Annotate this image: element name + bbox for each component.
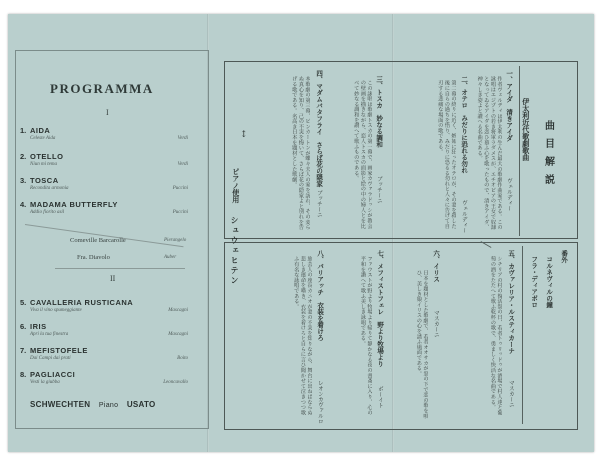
opera-title: IRIS	[30, 322, 47, 331]
section-7-composer: ボーイト	[376, 386, 383, 408]
opera-title: CAVALLERIA RUSTICANA	[30, 298, 134, 307]
section-6-title: 六、イリス	[432, 250, 441, 283]
column-rule	[519, 66, 520, 236]
program-item-4	[20, 200, 192, 220]
aria-title: Vesti la giubba	[30, 380, 60, 385]
section-6-body: 日本を題材とした歌劇で、若者オオサカが窓の下で恋の歌を唄ひ、美しき娘イリスの心を誘ふ場面である。	[415, 270, 428, 419]
aria-title: Apri la tua finestra	[30, 332, 69, 337]
section-3-title: 三、トスカ 妙なる調和	[375, 76, 384, 148]
aria-title: Niun mi tema	[30, 162, 57, 167]
opera-title: OTELLO	[30, 152, 64, 161]
composer: Mascagni	[168, 308, 188, 313]
composer: Verdi	[177, 162, 188, 167]
solo-composer: Auber	[164, 255, 177, 260]
section-6-composer: マスカーニ	[432, 310, 439, 338]
section-3-body: この詠唱は歌劇トスカの第一幕で、画家カヴァラドッシが教会の壁画を描きながら、恋人トスカの面影と絵の中の婦人とを比べて妙なる調和を讃へて歌ふものである。	[352, 80, 372, 229]
section-4-body: 本歌劇の第三幕、ピンカートンが蝶々夫人の家を訪れ、その変らぬ真心を知り、己の不実を悔いて、さらば花の隠家よと別れを告げる歌である。名高き日本を題材とした歌劇。	[290, 76, 310, 230]
extra-title: 番外	[560, 250, 569, 263]
header-title: 曲目解説	[542, 120, 554, 192]
program-item-5	[20, 298, 192, 318]
item-number: 6.	[20, 322, 27, 331]
program-item-1	[20, 126, 192, 146]
section-2-title: 二、オテロ みだりに恐れる勿れ	[460, 76, 469, 174]
section-1-title: 一、アイダ 清きアイダ	[505, 70, 514, 142]
divider-line	[55, 268, 185, 269]
piano-brand-jp: シュウェヒテン	[230, 216, 239, 286]
composer: Boito	[177, 356, 188, 361]
item-number: 2.	[20, 152, 27, 161]
piano-brand: SCHWECHTEN	[30, 400, 91, 409]
opera-title: PAGLIACCI	[30, 370, 76, 379]
opera-title: AIDA	[30, 126, 51, 135]
program-item-2	[20, 152, 192, 172]
part-one-label: I	[106, 108, 109, 117]
aria-title: Viva il vino spumeggiante	[30, 308, 82, 313]
item-number: 5.	[20, 298, 27, 307]
section-7-body: ファウストが野より牧場より帰りて静かなる夜の書斎に入り、心の平和を讃へて歌ふ美しき詠唱である。	[359, 256, 372, 415]
section-4-composer: プッチーニ	[315, 190, 322, 218]
aria-title: Celeste Aida	[30, 136, 56, 141]
solo-item-2	[77, 254, 190, 264]
section-8-composer: レオンカヴァルロ	[316, 380, 323, 424]
piano-maker: USATO	[126, 400, 156, 409]
section-2-composer: ヴェルディー	[460, 200, 467, 233]
header-subtitle: 伊太利近代歌劇歌曲	[521, 98, 530, 161]
section-8-title: 八、パリアッチ 衣装を着けろ	[316, 250, 325, 341]
piano-credit	[30, 400, 156, 409]
solo-item-1	[70, 237, 190, 247]
section-5-body: シチリアの村の復活祭の日、若者トゥリッドゥが酒場で村人達と葡萄の酒をたたへて歌ふ乾杯の歌で、勇ましく快活な名曲である。	[489, 256, 502, 415]
program-item-7	[20, 346, 192, 366]
part-two-label: II	[110, 274, 116, 283]
program-title: PROGRAMMA	[50, 81, 154, 96]
section-4-title: 四、マダムバタフライ さらば花の隠家	[315, 70, 324, 187]
composer: Leoncavallo	[163, 380, 188, 385]
extra-item-1: コルネヴィルの鐘	[545, 256, 554, 308]
item-number: 8.	[20, 370, 27, 379]
column-rule	[522, 246, 523, 424]
item-number: 3.	[20, 176, 27, 185]
section-8-body: 旅芸人の座長カニオが妻の不実を知りながら、舞台に出ねばならぬ悲しき運命を嘆き、衣装を着けろと自らに言ひ聞かせて泣きつつ歌ふ有名な詠唱である。	[292, 256, 312, 415]
composer: Puccini	[172, 210, 188, 215]
section-1-composer: ヴェルディー	[505, 178, 512, 211]
section-7-title: 七、メフィストフェレ 野より牧場より	[376, 250, 385, 367]
program-item-8	[20, 370, 192, 390]
item-number: 1.	[20, 126, 27, 135]
arrow-marker: ↕	[240, 130, 248, 140]
program-item-3	[20, 176, 192, 196]
composer: Puccini	[172, 186, 188, 191]
solo-composer: Pierangelo	[164, 238, 187, 243]
opera-title: TOSCA	[30, 176, 59, 185]
item-number: 4.	[20, 200, 27, 209]
aria-title: Dai Campi dai prati	[30, 356, 71, 361]
aria-title: Addio fiorito asil	[30, 210, 65, 215]
opera-title: MEFISTOFELE	[30, 346, 88, 355]
piano-label: Piano	[98, 402, 119, 409]
solo-title: Comeville Barcarolle	[70, 237, 126, 244]
composer: Verdi	[177, 136, 188, 141]
section-2-body: 第二幕の終りに近く、嫉妬に狂ったオテロが、その妻を殺した後に自らの過ちを悟り、みだりに恐るる勿れと人々に告げて自刃する悲痛な場面の歌である。	[436, 80, 456, 229]
section-5-title: 五、カヴァレリア・ルスティカーナ	[507, 250, 516, 354]
opera-title: MADAMA BUTTERFLY	[30, 200, 118, 209]
section-5-composer: マスカーニ	[507, 380, 514, 408]
solo-title: Fra. Diavolo	[77, 254, 110, 261]
extra-item-2: フラ・ディアボロ	[530, 256, 539, 308]
item-number: 7.	[20, 346, 27, 355]
section-1-body: 作者ヴェルディは伊太利の生んだ最大の歌劇作曲家である。この詠唱はエジプトの若き将軍ラダメスが、エチオピアの王女で奴隷となってゐるアイダを恋ひ慕ふ心を歌ったもので、清きアイダ、神々しき姿よと讃へる名曲である。	[476, 76, 502, 230]
aria-title: Recondita armonia	[30, 186, 69, 191]
piano-label-jp: ピアノ使用	[231, 168, 240, 203]
program-item-6	[20, 322, 192, 342]
section-3-composer: プッチーニ	[375, 176, 382, 204]
composer: Mascagni	[168, 332, 188, 337]
